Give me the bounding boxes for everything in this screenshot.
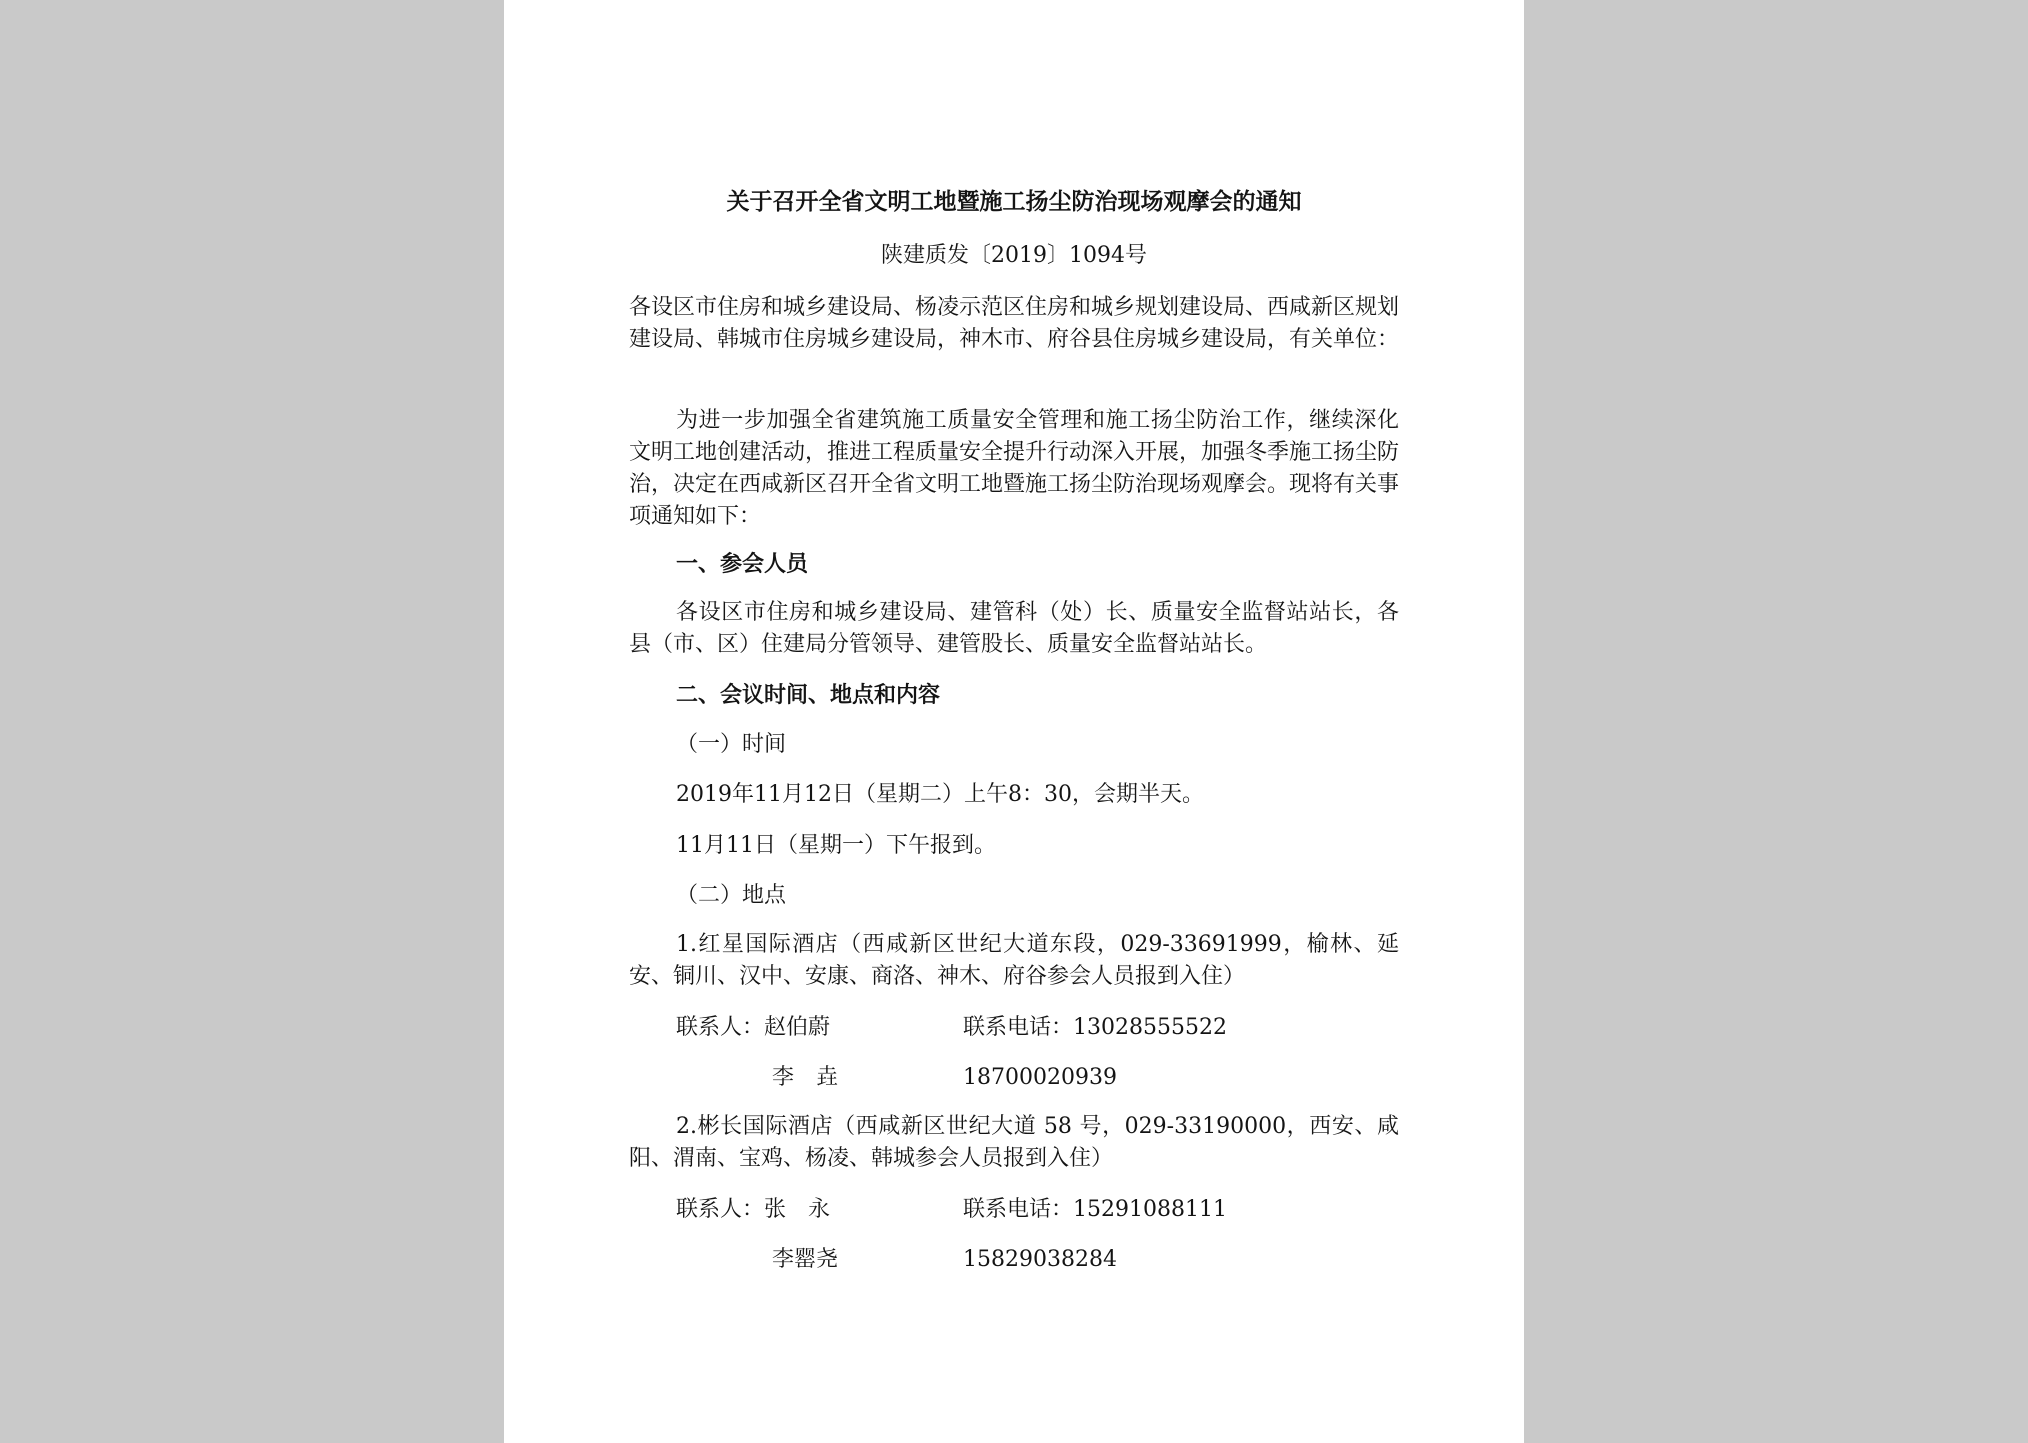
intro-paragraph: 为进一步加强全省建筑施工质量安全管理和施工扬尘防治工作，继续深化文明工地创建活动，推进工程质量安全提升行动深入开展，加强冬季施工扬尘防治，决定在西咸新区召开全省文明工地暨施工扬尘防治现场观摩会。现将有关事项通知如下： xyxy=(629,408,1400,529)
hotel1-contact2: 李 垚 xyxy=(772,1065,839,1090)
hotel2-paragraph: 2.彬长国际酒店（西咸新区世纪大道 58 号，029-33190000，西安、咸阳、渭南、宝鸡、杨凌、韩城参会人员报到入住） xyxy=(629,1114,1399,1171)
recipients-paragraph: 各设区市住房和城乡建设局、杨凌示范区住房和城乡规划建设局、西咸新区规划建设局、韩城市住房城乡建设局，神木市、府谷县住房城乡建设局，有关单位： xyxy=(629,295,1400,352)
hotel2-phone: 联系电话：15291088111 xyxy=(963,1197,1227,1222)
document-page xyxy=(504,0,1524,1443)
time-line-1: 2019年11月12日（星期二）上午8：30，会期半天。 xyxy=(676,782,1204,807)
section2-heading: 二、会议时间、地点和内容 xyxy=(676,682,941,708)
hotel2-phone2: 15829038284 xyxy=(963,1247,1117,1272)
document-number: 陕建质发〔2019〕1094号 xyxy=(881,243,1147,268)
section1-body: 各设区市住房和城乡建设局、建管科（处）长、质量安全监督站站长，各县（市、区）住建局分管领导、建管股长、质量安全监督站站长。 xyxy=(629,600,1399,657)
section1-heading: 一、参会人员 xyxy=(676,551,809,577)
time-heading: （一）时间 xyxy=(676,732,787,757)
place-heading: （二）地点 xyxy=(676,883,787,908)
hotel2-contact2: 李罂尧 xyxy=(772,1247,839,1272)
time-line-2: 11月11日（星期一）下午报到。 xyxy=(676,833,996,858)
hotel2-contact: 联系人：张 永 xyxy=(676,1197,831,1222)
hotel1-contact: 联系人：赵伯蔚 xyxy=(676,1015,831,1040)
hotel1-phone2: 18700020939 xyxy=(963,1065,1117,1090)
hotel1-phone: 联系电话：13028555522 xyxy=(963,1015,1227,1040)
document-title: 关于召开全省文明工地暨施工扬尘防治现场观摩会的通知 xyxy=(726,188,1302,215)
hotel1-paragraph: 1.红星国际酒店（西咸新区世纪大道东段，029-33691999，榆林、延安、铜川、汉中、安康、商洛、神木、府谷参会人员报到入住） xyxy=(629,932,1399,989)
